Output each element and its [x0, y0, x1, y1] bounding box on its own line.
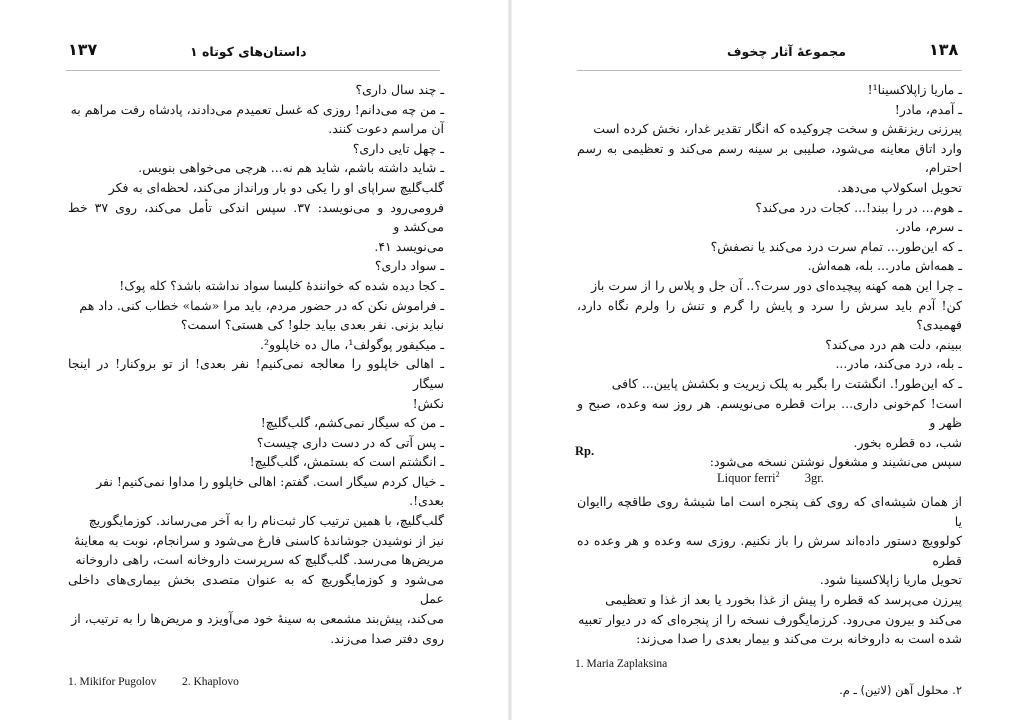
page-body-bottom: [577, 492, 962, 649]
formula-sup: 2: [775, 470, 780, 479]
left-page: [0, 0, 505, 720]
text-line: گلب‌گلیچ، با همین ترتیب کار ثبت‌نام را به آخر می‌رساند. کوزمایگوریچ: [88, 513, 444, 529]
text-line: ـ آمدم، مادر!: [894, 101, 962, 117]
text-line: ـ چرا این همه کهنه پیچیده‌ای دور سرت؟.. آن جل و پلاس را از سرت باز: [591, 277, 962, 293]
text-line: فرومی‌رود و می‌نویسد: ۳۷. سپس اندکی تأمل می‌کند، روی ۳۷ خط می‌کشد و: [68, 199, 444, 235]
text-line: ـ که این‌طور!. انگشتت را بگیر به پلک زیریت و بکشش پایین... کافی: [611, 375, 962, 391]
text-line: می‌شود و کوزمایگوریچ که به عنوان متصدی بخش بیماری‌های داخلی عمل: [68, 571, 444, 607]
text-line: از همان شیشه‌ای که روی کف پنجره است اما شیشهٔ روی طاقچه راایوان یا: [577, 494, 962, 529]
text-line: شب، ده قطره بخور.: [853, 434, 962, 450]
text-line: سپس می‌نشیند و مشغول نوشتن نسخه می‌شود:: [709, 454, 962, 470]
text-line: تحویل اسکولاپ می‌دهد.: [837, 179, 962, 195]
footnote-1: 1. Maria Zaplaksina: [575, 658, 668, 670]
running-head: مجموعهٔ آثار چخوف: [727, 44, 847, 59]
text-line: نکش!: [412, 395, 444, 411]
text-line: ـ سرم، مادر.: [895, 219, 962, 235]
text-line: تحویل ماریا زاپلاکسینا شود.: [819, 572, 962, 588]
page-number: ۱۳۷: [68, 40, 98, 59]
text-line: ـ اهالی خاپلوو را معالجه نمی‌کنیم! نفر بعدی! از تو بروکنار! در اینجا سیگار: [68, 356, 444, 391]
prescription-formula: [717, 470, 824, 486]
page-body-top: [577, 80, 962, 472]
text-line: کولوویچ دستور داده‌اند سرش را باز نکنیم. روزی سه وعده و هر وعده ده قطره: [577, 533, 962, 568]
text-line: ـ شاید داشته باشم، شاید هم نه... هرچی می‌خواهی بنویس.: [138, 160, 444, 176]
text-line: ـ میکیفور پوگولف¹، مال ده خاپلوو².: [260, 336, 444, 352]
text-line: ـ خیال کردم سیگار است. گفتم: اهالی خاپلوو را مداوا نمی‌کنیم! نفر: [96, 473, 444, 489]
text-line: مریض‌ها می‌رسد. گلب‌گلیچ که سرپرست داروخانه است، راهی داروخانه: [75, 552, 444, 568]
text-line: می‌کند و بیرون می‌رود. کرزمایگورف نسخه را از پنجره‌ای که در دیوار تعبیه: [578, 611, 962, 627]
text-line: ـ چهل تایی داری؟: [352, 140, 444, 156]
text-line: پیرزنی ریزنقش و سخت چروکیده که انگار تقدیر غدار، نخش کرده است: [593, 121, 962, 137]
text-line: ببینم، دلت هم درد می‌کند؟: [825, 336, 962, 352]
right-page: [517, 0, 1026, 720]
text-line: ـ که این‌طور... تمام سرت درد می‌کند یا نصفش؟: [710, 238, 962, 254]
text-line: ـ کجا دیده شده که خوانندهٔ کلیسا سواد نداشته باشد؟ کله پوک!: [119, 277, 444, 293]
prescription-rx: Rp.: [575, 444, 595, 458]
text-line: ـ من چه می‌دانم! روزی که غسل تعمیدم می‌دادند، پادشاه رفت مراهم به: [70, 101, 444, 117]
footnote-2: 2. Khaplovo: [182, 676, 239, 688]
text-line: ـ فراموش نکن که در حضور مردم، باید مرا «شما» خطاب کنی. داد هم: [79, 297, 444, 313]
text-line: کن! آدم باید سرش را سرد و پایش را گرم و تنش را ولرم نگاه دارد، فهمیدی؟: [577, 297, 962, 333]
text-line: نباید بزنی. نفر بعدی بیاید جلو! کی هستی؟ اسمت؟: [180, 317, 444, 333]
text-line: ـ همه‌اش مادر... بله، همه‌اش.: [807, 258, 962, 274]
text-line: است! کم‌خونی داری... برات قطره می‌نویسم. هر روز سه وعده، صبح و ظهر و: [577, 395, 962, 431]
text-line: بعدی!.: [409, 493, 444, 509]
text-line: ـ من که سیگار نمی‌کشم، گلب‌گلیچ!: [260, 415, 444, 431]
footnote-1: 1. Mikifor Pugolov: [68, 676, 157, 688]
page-number: ۱۳۸: [929, 40, 959, 59]
text-line: نیز از نوشیدن جوشاندهٔ کاسنی فارغ می‌شود و سرانجام، نوبت به معاینهٔ: [73, 532, 444, 548]
text-line: ـ انگشتم است که بستمش، گلب‌گلیچ!: [249, 454, 444, 470]
text-line: ـ بله، درد می‌کند، مادر...: [835, 356, 962, 372]
formula-name: Liquor ferri: [717, 471, 776, 486]
text-line: ـ چند سال داری؟: [355, 82, 444, 97]
text-line: ـ ماریا زاپلاکسینا¹!: [867, 82, 962, 97]
page-body: [68, 80, 444, 648]
text-line: آن مراسم دعوت کنند.: [328, 121, 444, 137]
header-rule: [577, 70, 962, 71]
running-head: داستان‌های کوتاه ۱: [190, 44, 307, 59]
book-gutter: [508, 0, 512, 720]
text-line: وارد اتاق معاینه می‌شود، صلیبی بر سینه رسم می‌کند و تعظیمی به رسم احترام،: [577, 140, 962, 176]
text-line: می‌نویسد ۴۱.: [374, 238, 444, 254]
text-line: گلب‌گلیچ سراپای او را یکی دو بار ورانداز می‌کند، لحظه‌ای به فکر: [108, 179, 444, 195]
header-rule: [66, 70, 440, 71]
text-line: روی دفتر صدا می‌زند.: [330, 630, 444, 646]
text-line: ـ هوم... در را ببند!... کجات درد می‌کند؟: [755, 199, 962, 215]
footnote-2: ۲. محلول آهن (لاتین) ـ م.: [839, 683, 962, 697]
text-line: ـ پس آتی که در دست داری چیست؟: [256, 434, 444, 450]
text-line: پیرزن می‌پرسد که قطره را پیش از غذا بخورد یا بعد از غذا و تعظیمی: [605, 591, 962, 607]
text-line: ـ سواد داری؟: [374, 258, 444, 274]
text-line: می‌کند، پیش‌بند مشمعی به سینهٔ خود می‌آویزد و مریض‌ها را به ترتیب، از: [71, 611, 444, 627]
text-line: شده است به داروخانه برت می‌کند و بیمار بعدی را صدا می‌زند:: [636, 631, 962, 647]
formula-dose: 3gr.: [804, 471, 824, 486]
